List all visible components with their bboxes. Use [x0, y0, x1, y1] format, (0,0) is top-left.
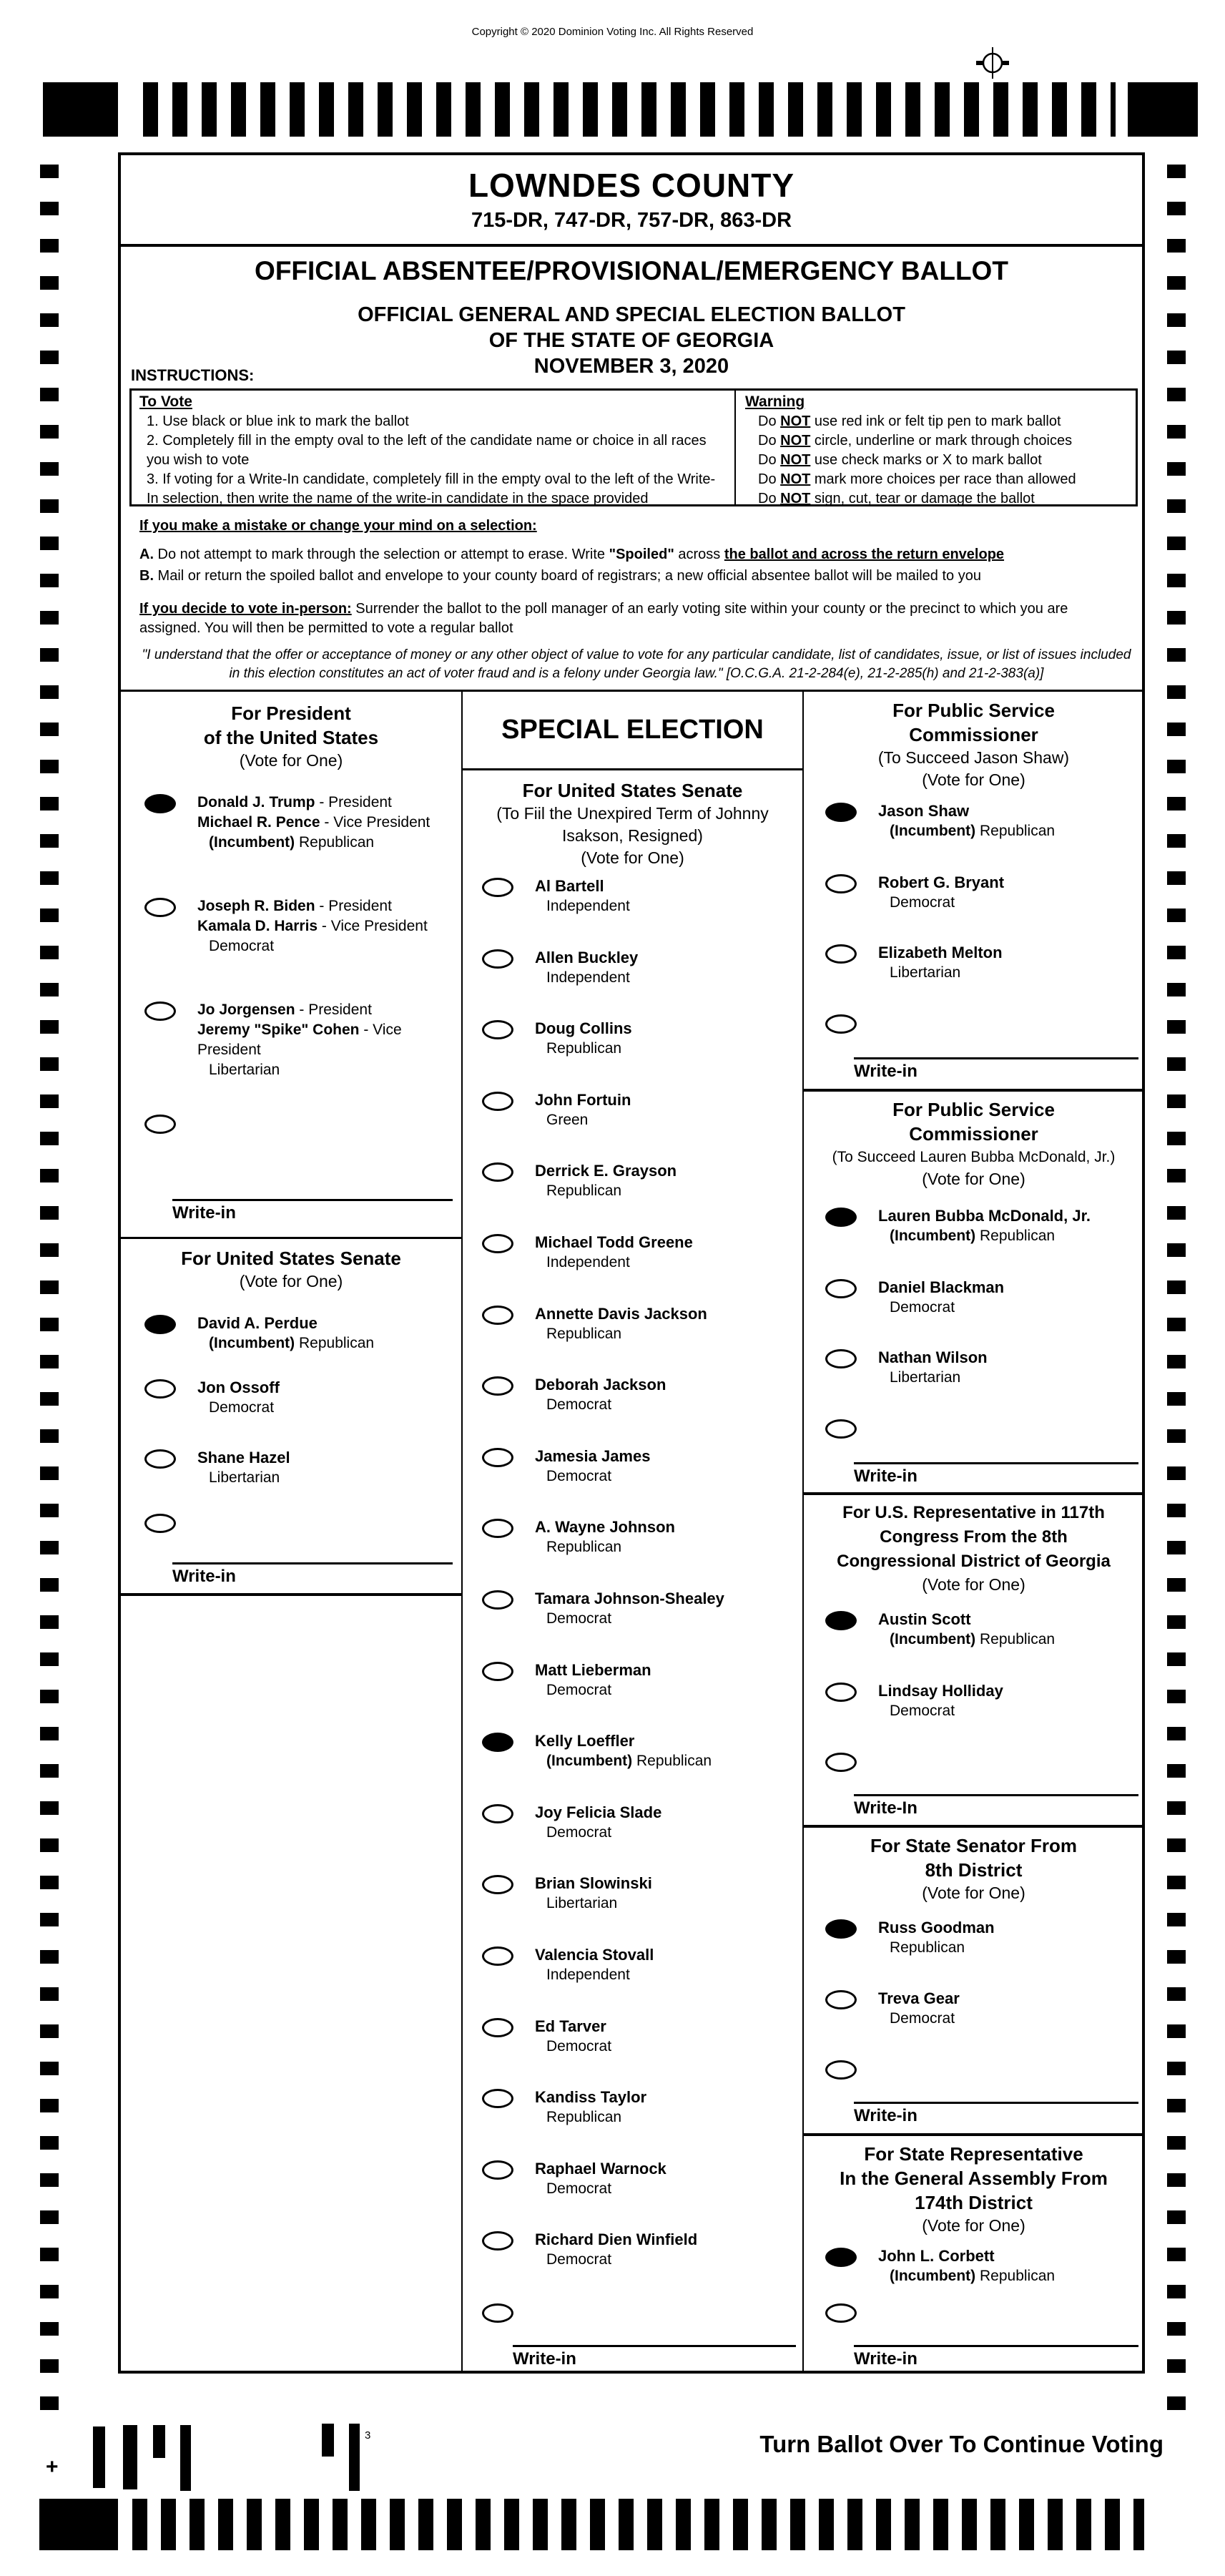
race-title: Congress From the 8th — [880, 1527, 1068, 1547]
candidate-name: Jeremy "Spike" Cohen - Vice President — [197, 1022, 402, 1058]
candidate-taylor — [482, 2087, 805, 2127]
candidate-deborah-jackson — [482, 1375, 805, 1415]
candidate-party: Republican — [546, 1326, 622, 1342]
candidate-fortuin — [482, 1090, 805, 1130]
candidate-gear — [825, 1989, 1148, 2029]
write-in-label: Write-in — [854, 2349, 917, 2369]
candidate-name: Jon Ossoff — [197, 1378, 280, 1396]
mistake-item-a: A. Do not attempt to mark through the selection or attempt to erase. Write "Spoiled" across the ballot and across the return envelope — [139, 547, 1005, 562]
oval-slowinski[interactable] — [482, 1875, 513, 1894]
write-in-special — [513, 2345, 796, 2369]
candidate-name: Daniel Blackman — [878, 1278, 1005, 1296]
candidate-buckley — [482, 948, 805, 988]
candidate-name: Deborah Jackson — [535, 1376, 666, 1394]
oval-bartell[interactable] — [482, 878, 513, 897]
candidate-name: Matt Lieberman — [535, 1661, 651, 1679]
timing-marks-left-column — [40, 165, 59, 2411]
warning-item: Do NOT mark more choices per race than allowed — [758, 471, 1076, 487]
race-title: For United States Senate — [181, 1248, 401, 1269]
candidate-name: Robert G. Bryant — [878, 873, 1005, 891]
candidate-party: Democrat — [546, 1610, 612, 1627]
candidate-loeffler — [482, 1731, 805, 1771]
election-title-line: OF THE STATE OF GEORGIA — [488, 329, 774, 352]
warning-item: Do NOT use red ink or felt tip pen to mark ballot — [758, 413, 1061, 429]
candidate-name: Joy Felicia Slade — [535, 1803, 662, 1821]
candidate-johnson-shealey — [482, 1589, 805, 1629]
candidate-name: Lauren Bubba McDonald, Jr. — [878, 1207, 1091, 1225]
race-separator — [118, 1593, 463, 1596]
race-title: Commissioner — [909, 1123, 1038, 1145]
candidate-holliday — [825, 1681, 1148, 1721]
write-in-label: Write-In — [854, 1798, 917, 1818]
warning-item: Do NOT circle, underline or mark through choices — [758, 433, 1073, 449]
oval-write-in-us-rep[interactable] — [825, 1753, 857, 1772]
candidate-melton — [825, 943, 1148, 983]
race-us-senate-special-header — [464, 778, 801, 869]
candidate-party: Republican — [546, 1040, 622, 1057]
in-person-instructions: If you decide to vote in-person: Surrender the ballot to the poll manager of an early voting site within your county or the precinct to which you are assigned. You will then be permitted to vote a regular ballot — [139, 601, 1068, 636]
candidate-name: John Fortuin — [535, 1091, 631, 1109]
candidate-name: Al Bartell — [535, 877, 604, 895]
oval-goodman[interactable] — [825, 1919, 857, 1939]
oval-collins[interactable] — [482, 1020, 513, 1039]
candidate-party: Libertarian — [209, 1062, 280, 1078]
candidate-party: (Incumbent) Republican — [546, 1753, 712, 1769]
write-in-state-rep — [854, 2345, 1138, 2369]
write-in-line[interactable] — [172, 1199, 453, 1201]
candidate-party: Republican — [890, 1939, 965, 1956]
write-in-line[interactable] — [854, 1794, 1138, 1796]
write-in-label: Write-in — [854, 1466, 917, 1486]
write-in-psc-shaw — [854, 1057, 1138, 1082]
timing-mark-bars-top — [143, 82, 1116, 137]
barcode-bar — [123, 2425, 137, 2489]
candidate-party: (Incumbent) Republican — [890, 823, 1056, 839]
candidate-name: Elizabeth Melton — [878, 944, 1003, 961]
vote-for-instruction: (Vote for One) — [581, 848, 684, 867]
write-in-label: Write-in — [854, 1062, 917, 1081]
race-separator — [802, 1492, 1145, 1495]
write-in-president — [172, 1199, 453, 1223]
candidate-biden-harris — [144, 896, 468, 956]
race-title: For State Representative — [864, 2143, 1083, 2165]
timing-mark-block — [39, 2499, 118, 2550]
write-in-us-senate — [172, 1562, 453, 1587]
candidate-name: Annette Davis Jackson — [535, 1305, 707, 1323]
candidate-name: Michael R. Pence - Vice President — [197, 814, 431, 831]
race-separator — [802, 2133, 1145, 2136]
candidate-name: Donald J. Trump - President — [197, 794, 392, 810]
candidate-name: Lindsay Holliday — [878, 1682, 1003, 1700]
write-in-label: Write-in — [172, 1203, 236, 1223]
write-in-psc-mcdonald — [854, 1462, 1138, 1487]
candidate-party: Democrat — [890, 2010, 955, 2027]
candidate-name: David A. Perdue — [197, 1314, 318, 1332]
oval-write-in-psc-shaw[interactable] — [825, 1014, 857, 1034]
oval-fortuin[interactable] — [482, 1092, 513, 1111]
candidate-warnock — [482, 2159, 805, 2199]
oval-holliday[interactable] — [825, 1683, 857, 1702]
candidate-name: Jo Jorgensen - President — [197, 1001, 372, 1018]
oval-hazel[interactable] — [144, 1449, 176, 1469]
candidate-name: Jason Shaw — [878, 802, 970, 820]
candidate-name: Joseph R. Biden - President — [197, 898, 392, 914]
oval-write-in-state-rep[interactable] — [825, 2303, 857, 2323]
oval-loeffler[interactable] — [482, 1733, 513, 1752]
vote-for-instruction: (Vote for One) — [922, 2216, 1025, 2235]
oval-write-in-state-senator[interactable] — [825, 2060, 857, 2080]
vote-for-instruction: (Vote for One) — [239, 1272, 343, 1291]
to-vote-instructions — [139, 392, 719, 509]
write-in-line[interactable] — [513, 2345, 796, 2347]
race-psc-mcdonald-header — [805, 1097, 1142, 1190]
oval-shaw[interactable] — [825, 803, 857, 822]
registration-plus-mark: + — [46, 2455, 59, 2479]
race-separator — [118, 1237, 463, 1239]
candidate-mcdonald — [825, 1206, 1148, 1246]
race-title: of the United States — [203, 727, 379, 748]
candidate-ossoff — [144, 1378, 468, 1418]
vote-for-instruction: (Vote for One) — [922, 770, 1025, 789]
candidate-party: (Incumbent) Republican — [209, 1335, 375, 1351]
oval-tarver[interactable] — [482, 2018, 513, 2037]
race-us-rep-header — [805, 1501, 1142, 1596]
warning-item: Do NOT use check marks or X to mark ballot — [758, 452, 1042, 468]
oval-taylor[interactable] — [482, 2089, 513, 2108]
fraud-disclaimer: "I understand that the offer or acceptance of money or any other object of value to vote for any particular candidate, list of candidates, issue, or list of issues included in this election constitutes an act of voter fraud and is a felony under Georgia law." [O.C.G.A. 21-2-284(e), 21-2-285(h) and 21-2-383(a)] — [142, 647, 1131, 681]
candidate-blackman — [825, 1278, 1148, 1318]
county-name: LOWNDES COUNTY — [468, 167, 795, 204]
candidate-party: Democrat — [546, 2038, 612, 2055]
candidate-name: Doug Collins — [535, 1019, 632, 1037]
candidate-party: Republican — [546, 1539, 622, 1555]
barcode-bar — [322, 2424, 334, 2457]
candidate-party: Independent — [546, 898, 630, 914]
candidate-bryant — [825, 873, 1148, 913]
race-separator — [802, 1089, 1145, 1092]
write-in-label: Write-in — [854, 2106, 917, 2125]
candidate-name: Allen Buckley — [535, 949, 639, 966]
race-president-header — [121, 701, 461, 772]
timing-mark-bars-bottom — [132, 2499, 1144, 2550]
candidate-name: Richard Dien Winfield — [535, 2230, 698, 2248]
candidate-name: Tamara Johnson-Shealey — [535, 1590, 724, 1607]
candidate-party: Democrat — [890, 1299, 955, 1316]
race-state-rep-header — [805, 2142, 1142, 2237]
candidate-name: Shane Hazel — [197, 1449, 290, 1466]
candidate-corbett — [825, 2246, 1148, 2286]
candidate-slade — [482, 1803, 805, 1843]
precinct-codes: 715-DR, 747-DR, 757-DR, 863-DR — [471, 209, 792, 232]
race-subtitle: Isakson, Resigned) — [562, 826, 703, 845]
candidate-goodman — [825, 1918, 1148, 1958]
oval-wilson[interactable] — [825, 1349, 857, 1368]
oval-scott[interactable] — [825, 1611, 857, 1630]
candidate-party: (Incumbent) Republican — [890, 2268, 1056, 2284]
oval-james[interactable] — [482, 1448, 513, 1467]
race-subtitle: (To Succeed Jason Shaw) — [877, 748, 1070, 767]
candidate-party: Independent — [546, 1967, 630, 1983]
candidate-party: Democrat — [209, 1399, 275, 1416]
candidate-greene — [482, 1233, 805, 1273]
race-title: For U.S. Representative in 117th — [842, 1503, 1105, 1522]
oval-biden-harris[interactable] — [144, 898, 176, 917]
barcode-digit: 3 — [365, 2429, 371, 2442]
oval-write-in-special[interactable] — [482, 2303, 513, 2323]
timing-mark-block — [43, 82, 118, 137]
candidate-wayne-johnson — [482, 1517, 805, 1557]
candidate-name: Brian Slowinski — [535, 1874, 652, 1892]
candidate-name: Treva Gear — [878, 1989, 960, 2007]
candidate-name: Michael Todd Greene — [535, 1233, 693, 1251]
candidate-name: Ed Tarver — [535, 2017, 606, 2035]
candidate-tarver — [482, 2017, 805, 2057]
candidate-party: Independent — [546, 1254, 630, 1270]
candidate-name: Austin Scott — [878, 1610, 971, 1628]
candidate-bartell — [482, 876, 805, 916]
special-election-banner: SPECIAL ELECTION — [463, 692, 802, 770]
write-in-line[interactable] — [854, 1057, 1138, 1059]
candidate-name: Russ Goodman — [878, 1919, 995, 1936]
write-in-line[interactable] — [172, 1562, 453, 1564]
mistake-heading: If you make a mistake or change your mind on a selection: — [139, 518, 537, 534]
candidate-party: Democrat — [890, 894, 955, 911]
candidate-party: Green — [546, 1112, 589, 1128]
oval-mcdonald[interactable] — [825, 1208, 857, 1227]
oval-melton[interactable] — [825, 944, 857, 964]
to-vote-item: 1. Use black or blue ink to mark the ballot — [147, 413, 409, 429]
candidate-name: Raphael Warnock — [535, 2160, 666, 2178]
vote-for-instruction: (Vote for One) — [922, 1884, 1025, 1902]
candidate-perdue — [144, 1313, 468, 1353]
candidate-name: A. Wayne Johnson — [535, 1518, 675, 1536]
candidate-party: Democrat — [209, 938, 275, 954]
candidate-party: Independent — [546, 969, 630, 986]
to-vote-item: 3. If voting for a Write-In candidate, completely fill in the empty oval to the left of the Write-In selection, then write the name of the write-in candidate in the space provided — [147, 471, 716, 506]
candidate-party: Libertarian — [890, 964, 961, 981]
election-title-line: OFFICIAL GENERAL AND SPECIAL ELECTION BALLOT — [358, 303, 905, 326]
candidate-party: Democrat — [546, 1824, 612, 1841]
race-title: 174th District — [915, 2192, 1033, 2213]
write-in-line[interactable] — [854, 2102, 1138, 2104]
write-in-label: Write-in — [513, 2349, 576, 2369]
race-subtitle: (To Fiil the Unexpired Term of Johnny — [496, 804, 769, 823]
candidate-name: Jamesia James — [535, 1447, 651, 1465]
to-vote-item: 2. Completely fill in the empty oval to the left of the candidate name or choice in all races you wish to vote — [147, 433, 707, 468]
candidate-party: (Incumbent) Republican — [890, 1631, 1056, 1647]
candidate-name: Kamala D. Harris - Vice President — [197, 918, 428, 934]
candidate-party: Democrat — [546, 1468, 612, 1484]
candidate-name: Valencia Stovall — [535, 1946, 654, 1964]
oval-write-in-psc-mcdonald[interactable] — [825, 1419, 857, 1439]
candidate-hazel — [144, 1448, 468, 1488]
candidate-shaw — [825, 801, 1148, 841]
race-title: For State Senator From — [870, 1835, 1077, 1856]
turn-ballot-over-text: Turn Ballot Over To Continue Voting — [759, 2431, 1163, 2457]
barcode-bar — [93, 2426, 105, 2488]
race-title: For United States Senate — [522, 780, 743, 801]
candidate-name: Nathan Wilson — [878, 1348, 988, 1366]
oval-blackman[interactable] — [825, 1279, 857, 1298]
candidate-scott — [825, 1610, 1148, 1650]
candidate-james — [482, 1446, 805, 1487]
oval-annette-jackson[interactable] — [482, 1306, 513, 1325]
candidate-party: Libertarian — [546, 1895, 618, 1911]
oval-trump-pence[interactable] — [144, 794, 176, 813]
oval-wayne-johnson[interactable] — [482, 1519, 513, 1538]
race-state-senator-header — [805, 1833, 1142, 1904]
candidate-party: Democrat — [546, 2251, 612, 2268]
oval-johnson-shealey[interactable] — [482, 1590, 513, 1610]
oval-corbett[interactable] — [825, 2248, 857, 2267]
warning-item: Do NOT sign, cut, tear or damage the ballot — [758, 491, 1035, 506]
registration-crosshair-icon — [974, 44, 1011, 82]
mistake-item-b: B. Mail or return the spoiled ballot and envelope to your county board of registrars; a new official absentee ballot will be mailed to you — [139, 568, 981, 584]
oval-deborah-jackson[interactable] — [482, 1376, 513, 1396]
oval-slade[interactable] — [482, 1804, 513, 1823]
candidate-slowinski — [482, 1874, 805, 1914]
candidate-trump-pence — [144, 793, 468, 853]
candidate-party: Libertarian — [209, 1469, 280, 1486]
candidate-party: Democrat — [890, 1703, 955, 1719]
candidate-party: Republican — [546, 2109, 622, 2125]
race-title: For Public Service — [892, 700, 1055, 721]
oval-winfield[interactable] — [482, 2231, 513, 2251]
candidate-party: Democrat — [546, 1682, 612, 1698]
candidate-party: Democrat — [546, 2180, 612, 2197]
election-date: NOVEMBER 3, 2020 — [533, 355, 729, 378]
warning-instructions — [745, 392, 1135, 509]
oval-jorgensen-cohen[interactable] — [144, 1001, 176, 1021]
barcode-bar — [180, 2425, 191, 2491]
race-title: Commissioner — [909, 724, 1038, 745]
candidate-name: Kelly Loeffler — [535, 1732, 635, 1750]
race-title: For President — [231, 702, 351, 724]
write-in-line[interactable] — [854, 2345, 1138, 2347]
candidate-name: Kandiss Taylor — [535, 2088, 647, 2106]
candidate-party: (Incumbent) Republican — [209, 834, 375, 851]
barcode-bar — [349, 2424, 360, 2491]
to-vote-title: To Vote — [139, 393, 192, 410]
header-divider — [118, 244, 1145, 247]
oval-stovall[interactable] — [482, 1946, 513, 1966]
candidate-lieberman — [482, 1660, 805, 1700]
write-in-line[interactable] — [854, 1462, 1138, 1464]
oval-greene[interactable] — [482, 1234, 513, 1253]
oval-bryant[interactable] — [825, 874, 857, 893]
candidate-stovall — [482, 1945, 805, 1985]
race-separator — [802, 1825, 1145, 1828]
write-in-state-senator — [854, 2102, 1138, 2126]
race-title: For Public Service — [892, 1099, 1055, 1120]
vote-for-instruction: (Vote for One) — [922, 1170, 1025, 1188]
barcode-bar — [153, 2425, 165, 2458]
candidate-annette-jackson — [482, 1304, 805, 1344]
oval-buckley[interactable] — [482, 949, 513, 969]
ballot-type-title: OFFICIAL ABSENTEE/PROVISIONAL/EMERGENCY BALLOT — [255, 256, 1008, 285]
race-us-senate-header — [121, 1246, 461, 1293]
candidate-jorgensen-cohen — [144, 1000, 468, 1080]
warning-title: Warning — [745, 393, 805, 410]
oval-grayson[interactable] — [482, 1162, 513, 1182]
race-title: 8th District — [925, 1859, 1023, 1881]
oval-warnock[interactable] — [482, 2160, 513, 2180]
candidate-wilson — [825, 1348, 1148, 1388]
timing-mark-block — [1128, 82, 1198, 137]
candidate-party: Democrat — [546, 1396, 612, 1413]
race-subtitle: (To Succeed Lauren Bubba McDonald, Jr.) — [832, 1149, 1116, 1165]
oval-gear[interactable] — [825, 1990, 857, 2009]
timing-marks-right-column — [1167, 165, 1186, 2411]
candidate-grayson — [482, 1161, 805, 1201]
instructions-label: INSTRUCTIONS: — [131, 366, 255, 384]
candidate-party: Republican — [546, 1182, 622, 1199]
write-in-us-rep — [854, 1794, 1138, 1818]
vote-for-instruction: (Vote for One) — [239, 751, 343, 770]
candidate-name: Derrick E. Grayson — [535, 1162, 677, 1180]
candidate-name: John L. Corbett — [878, 2247, 995, 2265]
instructions-divider — [734, 388, 736, 506]
copyright-text: Copyright © 2020 Dominion Voting Inc. All Rights Reserved — [471, 26, 754, 38]
candidate-party: (Incumbent) Republican — [890, 1228, 1056, 1244]
oval-perdue[interactable] — [144, 1315, 176, 1334]
candidate-party: Libertarian — [890, 1369, 961, 1386]
oval-ossoff[interactable] — [144, 1379, 176, 1399]
oval-lieberman[interactable] — [482, 1662, 513, 1681]
write-in-label: Write-in — [172, 1567, 236, 1586]
oval-write-in-us-senate[interactable] — [144, 1514, 176, 1533]
race-title: Congressional District of Georgia — [837, 1552, 1111, 1571]
vote-for-instruction: (Vote for One) — [922, 1575, 1025, 1594]
race-psc-shaw-header — [805, 698, 1142, 791]
race-title: In the General Assembly From — [840, 2168, 1108, 2189]
oval-write-in-president[interactable] — [144, 1115, 176, 1134]
candidate-collins — [482, 1019, 805, 1059]
candidate-winfield — [482, 2230, 805, 2270]
